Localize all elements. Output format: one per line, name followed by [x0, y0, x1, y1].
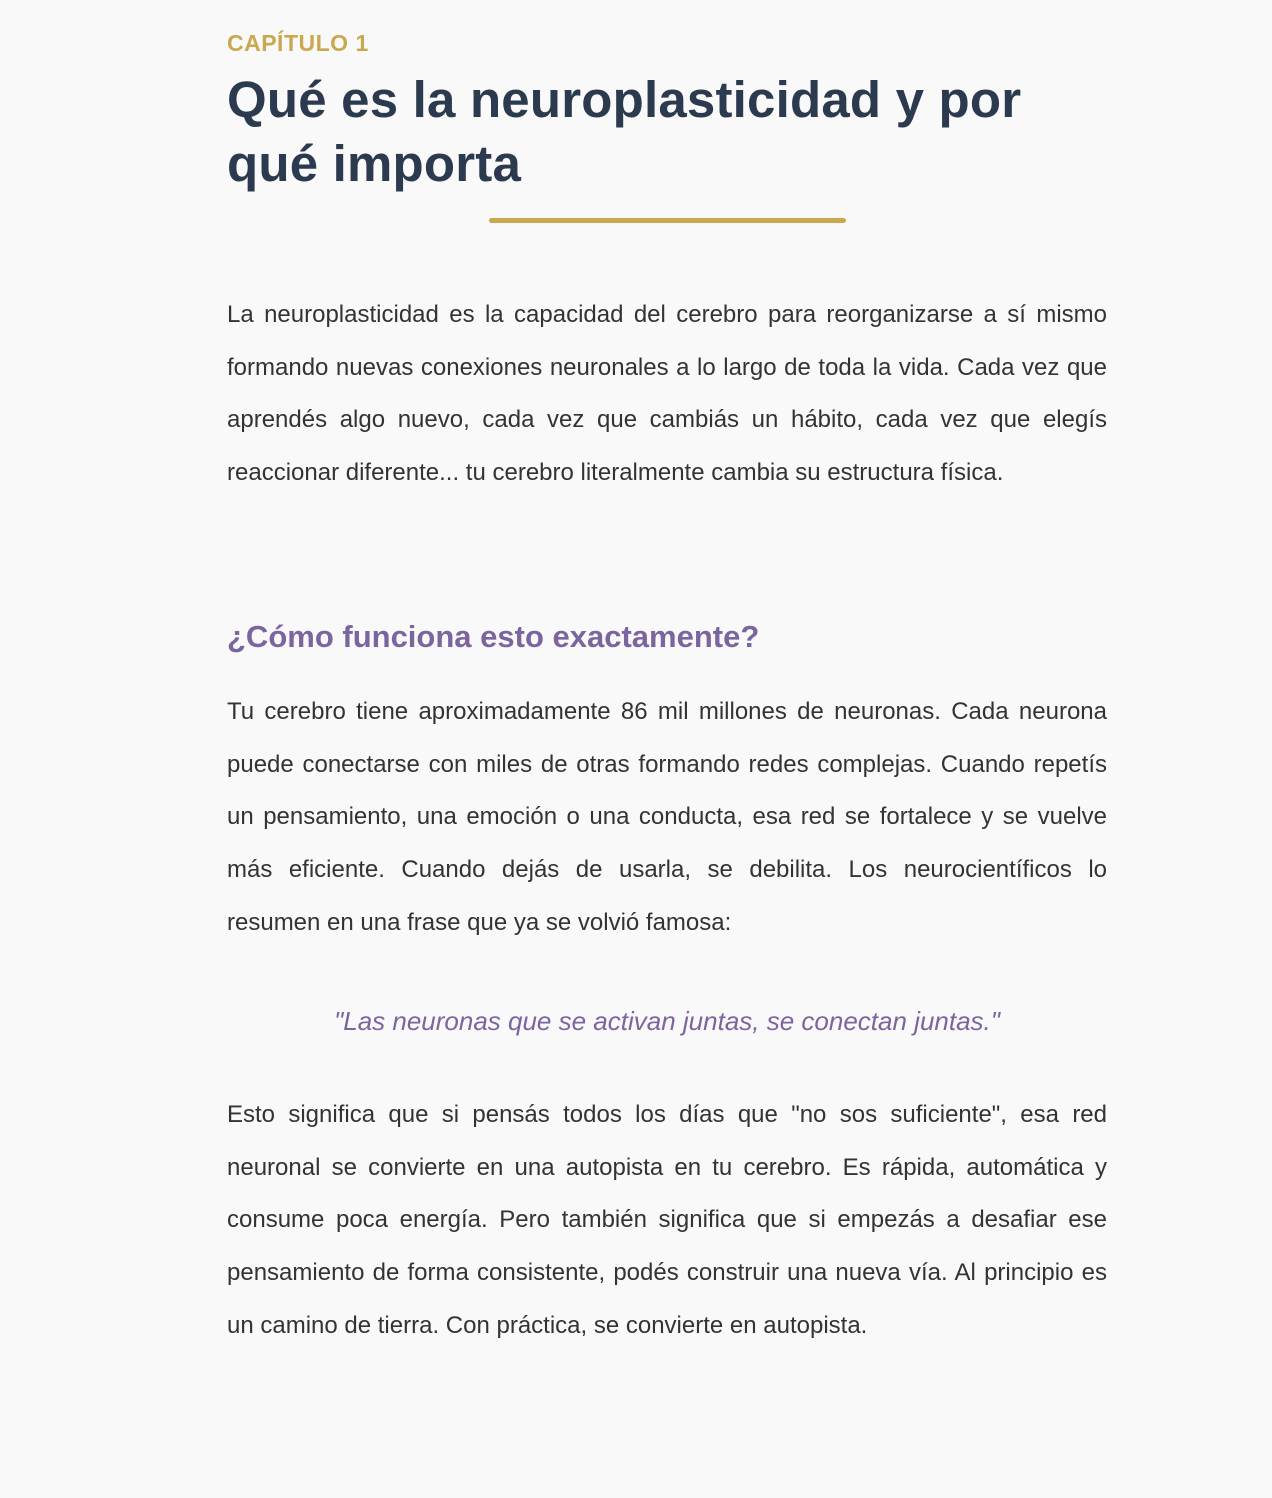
title-divider [489, 218, 846, 223]
closing-paragraph: Esto significa que si pensás todos los días que "no sos suficiente", esa red neuronal se convierte en una autopista en tu cerebro. Es rápida, automática y consume poca energía. Pero también significa que si empezás a desafiar ese pensamiento de forma consistente, podés construir una nueva vía. Al principio es un camino de tierra. Con práctica, se convierte en autopista. [227, 1101, 1107, 1339]
chapter-title: Qué es la neuroplasticidad y por qué importa [227, 71, 1022, 192]
body-paragraph: Tu cerebro tiene aproximadamente 86 mil millones de neuronas. Cada neurona puede conectarse con miles de otras formando redes complejas. Cuando repetís un pensamiento, una emoción o una conducta, esa red se fortalece y se vuelve más eficiente. Cuando dejás de usarla, se debilita. Los neurocientíficos lo resumen en una frase que ya se volvió famosa: [227, 698, 1107, 936]
section-heading: ¿Cómo funciona esto exactamente? [227, 619, 760, 654]
pull-quote: "Las neuronas que se activan juntas, se conectan juntas." [334, 1006, 1000, 1036]
intro-paragraph: La neuroplasticidad es la capacidad del cerebro para reorganizarse a sí mismo formando nuevas conexiones neuronales a lo largo de toda la vida. Cada vez que aprendés algo nuevo, cada vez que cambiás un hábito, cada vez que elegís reaccionar diferente... tu cerebro literalmente cambia su estructura física. [227, 301, 1107, 487]
chapter-label: CAPÍTULO 1 [227, 30, 369, 56]
